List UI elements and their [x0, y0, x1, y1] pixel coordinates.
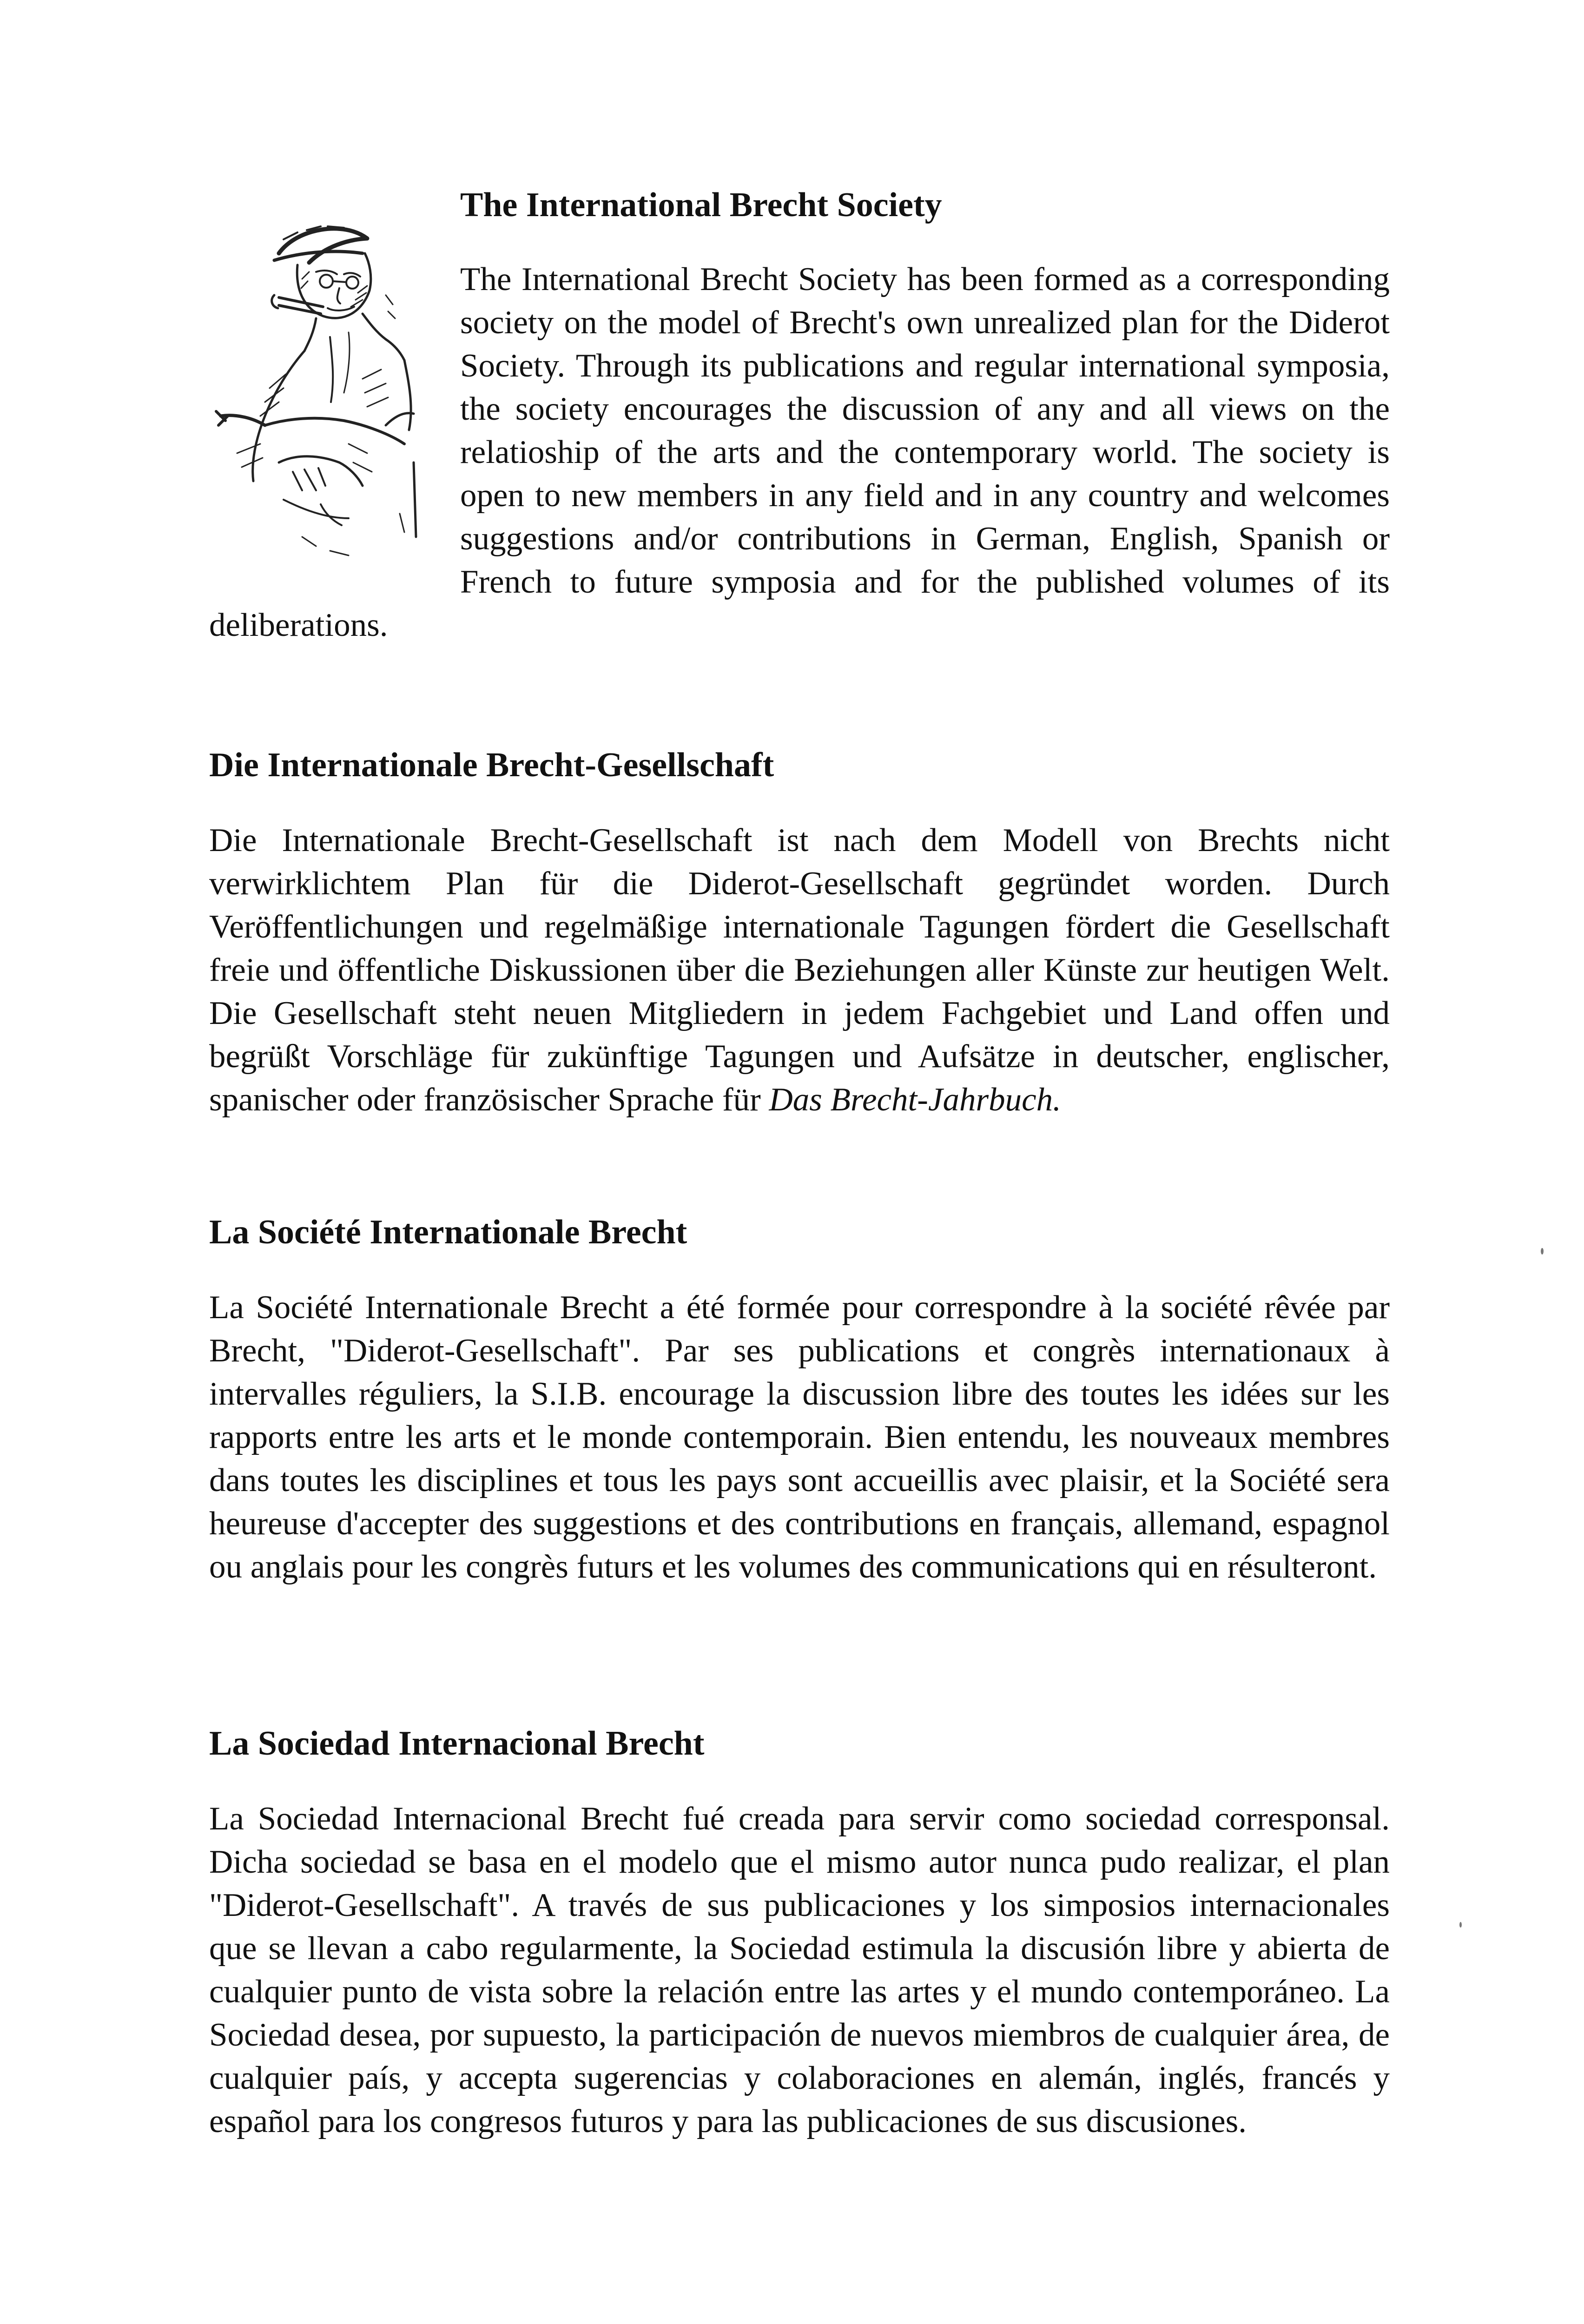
scan-speck: [1541, 1248, 1544, 1254]
section-spanish: [209, 1722, 1390, 2143]
section-heading: La Société Internationale Brecht: [209, 1213, 687, 1251]
section-body: La Sociedad Internacional Brecht fué creada para servir como sociedad corresponsal. Dicha sociedad se basa en el modelo que el mismo autor nunca pudo realizar, el plan "Diderot-Gesellschaft". A través de sus publicaciones y los simposios internacionales que se llevan a cabo regularmente, la Sociedad estimula la discusión libre y abierta de cualquier punto de vista sobre la relación entre las artes y el mundo contemporáneo. La Sociedad desea, por supuesto, la participación de nuevos miembros de cualquier área, de cualquier país, y accepta sugerencias y colaboraciones en alemán, inglés, francés y español para los congresos futuros y para las publicaciones de sus discusiones.: [209, 1801, 1390, 2139]
section-german: [209, 744, 1390, 1122]
brecht-sketch-icon: [209, 184, 451, 565]
section-body: The International Brecht Society has been formed as a corresponding society on the model of Brecht's own unrealized plan for the Diderot Society. Through its publications and regular international symposia, the society encourages the discussion of any and all views on the relatioship of the arts and the contemporary world. The society is open to new members in any field and in any country and welcomes suggestions and/or contributions in German, English, Spanish or French to future symposia and for the published volumes of its deliberations.: [209, 261, 1390, 643]
section-heading: The International Brecht Society: [460, 186, 942, 224]
section-body-text: Die Internationale Brecht-Gesellschaft ist nach dem Modell von Brechts nicht verwirklichtem Plan für die Diderot-Gesellschaft gegründet worden. Durch Veröffentlichungen und regelmäßige internationale Tagungen fördert die Gesellschaft freie und öffentliche Diskussionen über die Beziehungen aller Künste zur heutigen Welt. Die Gesellschaft steht neuen Mitgliedern in jedem Fachgebiet und Land offen und begrüßt Vorschläge für zukünftige Tagungen und Aufsätze in deutscher, englischer, spanischer oder französischer Sprache für: [209, 822, 1390, 1118]
section-body: La Société Internationale Brecht a été formée pour correspondre à la société rêvée par Brecht, "Diderot-Gesellschaft". Par ses publications et congrès internationaux à intervalles réguliers, la S.I.B. encourage la discussion libre des toutes les idées sur les rapports entre les arts et le monde contemporain. Bien entendu, les nouveaux membres dans toutes les disciplines et tous les pays sont accueillis avec plaisir, et la Société sera heureuse d'accepter des suggestions et des contributions en français, allemand, espagnol ou anglais pour les congrès futurs et les volumes des communications qui en résulteront.: [209, 1289, 1390, 1585]
section-heading: Die Internationale Brecht-Gesellschaft: [209, 746, 774, 784]
jahrbuch-title: Das Brecht-Jahrbuch.: [769, 1082, 1061, 1118]
section-english: [209, 184, 1390, 647]
scan-speck: [1459, 1922, 1462, 1928]
section-heading: La Sociedad Internacional Brecht: [209, 1724, 705, 1763]
section-body: [209, 819, 1390, 1122]
section-french: [209, 1211, 1390, 1589]
